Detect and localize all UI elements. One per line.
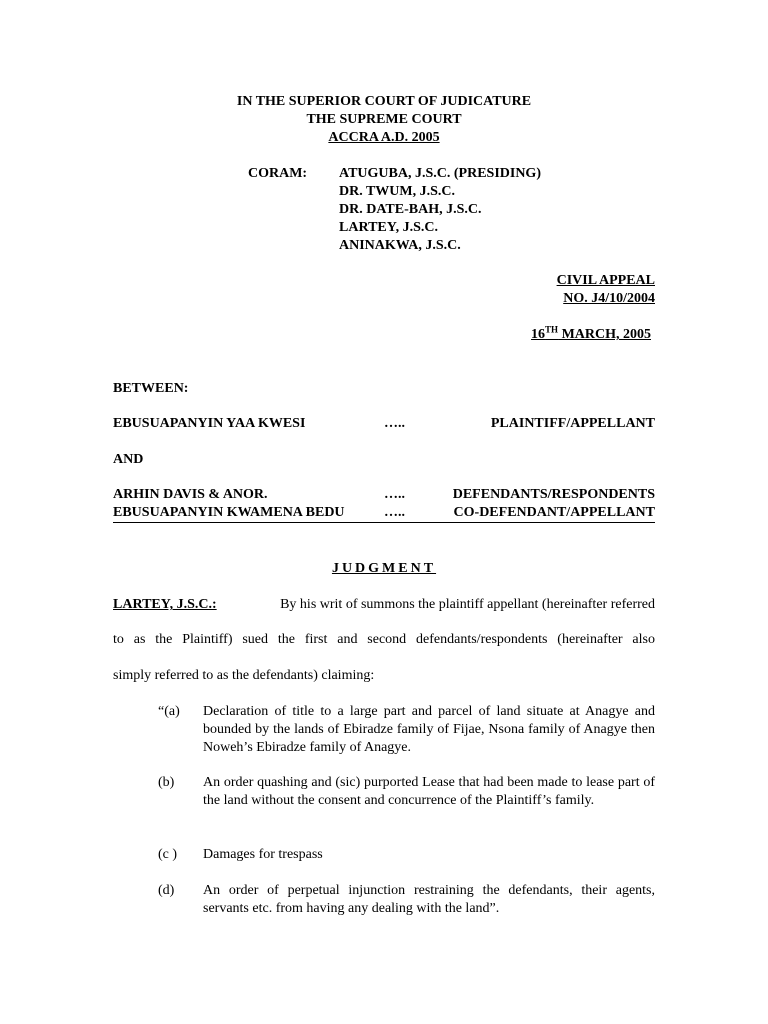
coram-judge: LARTEY, J.S.C. [339, 220, 438, 235]
date-ordinal: TH [545, 324, 559, 335]
party-name: ARHIN DAVIS & ANOR. [113, 487, 268, 502]
judgment-date [531, 326, 651, 344]
party-role: DEFENDANTS/RESPONDENTS [452, 487, 655, 502]
party-divider [113, 522, 655, 523]
court-subname: THE SUPREME COURT [306, 112, 462, 127]
intro-line: to as the Plaintiff) sued the first and second defendants/respondents (hereinafter also [113, 632, 655, 647]
coram-label: CORAM: [248, 166, 308, 181]
court-location: ACCRA A.D. 2005 [328, 130, 440, 145]
coram-judge: ANINAKWA, J.S.C. [339, 238, 461, 253]
coram-judge: DR. TWUM, J.S.C. [339, 184, 456, 199]
claim-text: An order of perpetual injunction restraining the defendants, their agents, servants etc. from having any dealing with the land”. [203, 883, 655, 916]
party-name: EBUSUAPANYIN YAA KWESI [113, 416, 306, 431]
date-rest: MARCH, 2005 [558, 327, 651, 342]
claim-text: An order quashing and (sic) purported Lease that had been made to lease part of the land without the consent and concurrence of the Plaintiff’s family. [203, 775, 655, 808]
coram-judge: ATUGUBA, J.S.C. (PRESIDING) [339, 166, 541, 181]
claim-text: Declaration of title to a large part and parcel of land situate at Anagye and bounded by the lands of Ebiradze family of Fijae, Nsona family of Anagye then Noweh’s Ebiradze family of Anagye. [203, 704, 655, 755]
appeal-number: NO. J4/10/2004 [563, 291, 655, 306]
claim-marker: (c ) [158, 847, 178, 862]
party-dots: ….. [384, 505, 405, 520]
claim-marker: (b) [158, 775, 175, 790]
and-label: AND [113, 452, 144, 467]
party-role: CO-DEFENDANT/APPELLANT [453, 505, 655, 520]
party-dots: ….. [384, 416, 405, 431]
party-dots: ….. [384, 487, 405, 502]
coram-judge: DR. DATE-BAH, J.S.C. [339, 202, 482, 217]
judgment-title-wrap [0, 560, 768, 578]
claim-text: Damages for trespass [203, 847, 323, 862]
judgment-title: JUDGMENT [331, 561, 437, 576]
claim-marker: (d) [158, 883, 175, 898]
intro-line: simply referred to as the defendants) claiming: [113, 668, 375, 683]
party-role: PLAINTIFF/APPELLANT [490, 416, 655, 431]
date-day: 16 [531, 327, 546, 342]
party-name: EBUSUAPANYIN KWAMENA BEDU [113, 505, 345, 520]
court-name: IN THE SUPERIOR COURT OF JUDICATURE [236, 94, 532, 109]
court-location-wrap [0, 129, 768, 147]
between-label: BETWEEN: [113, 381, 189, 396]
claim-marker: “(a) [158, 704, 180, 719]
judge-label: LARTEY, J.S.C.: [113, 597, 217, 612]
appeal-type: CIVIL APPEAL [556, 273, 655, 288]
intro-line: By his writ of summons the plaintiff appellant (hereinafter referred [280, 597, 655, 612]
